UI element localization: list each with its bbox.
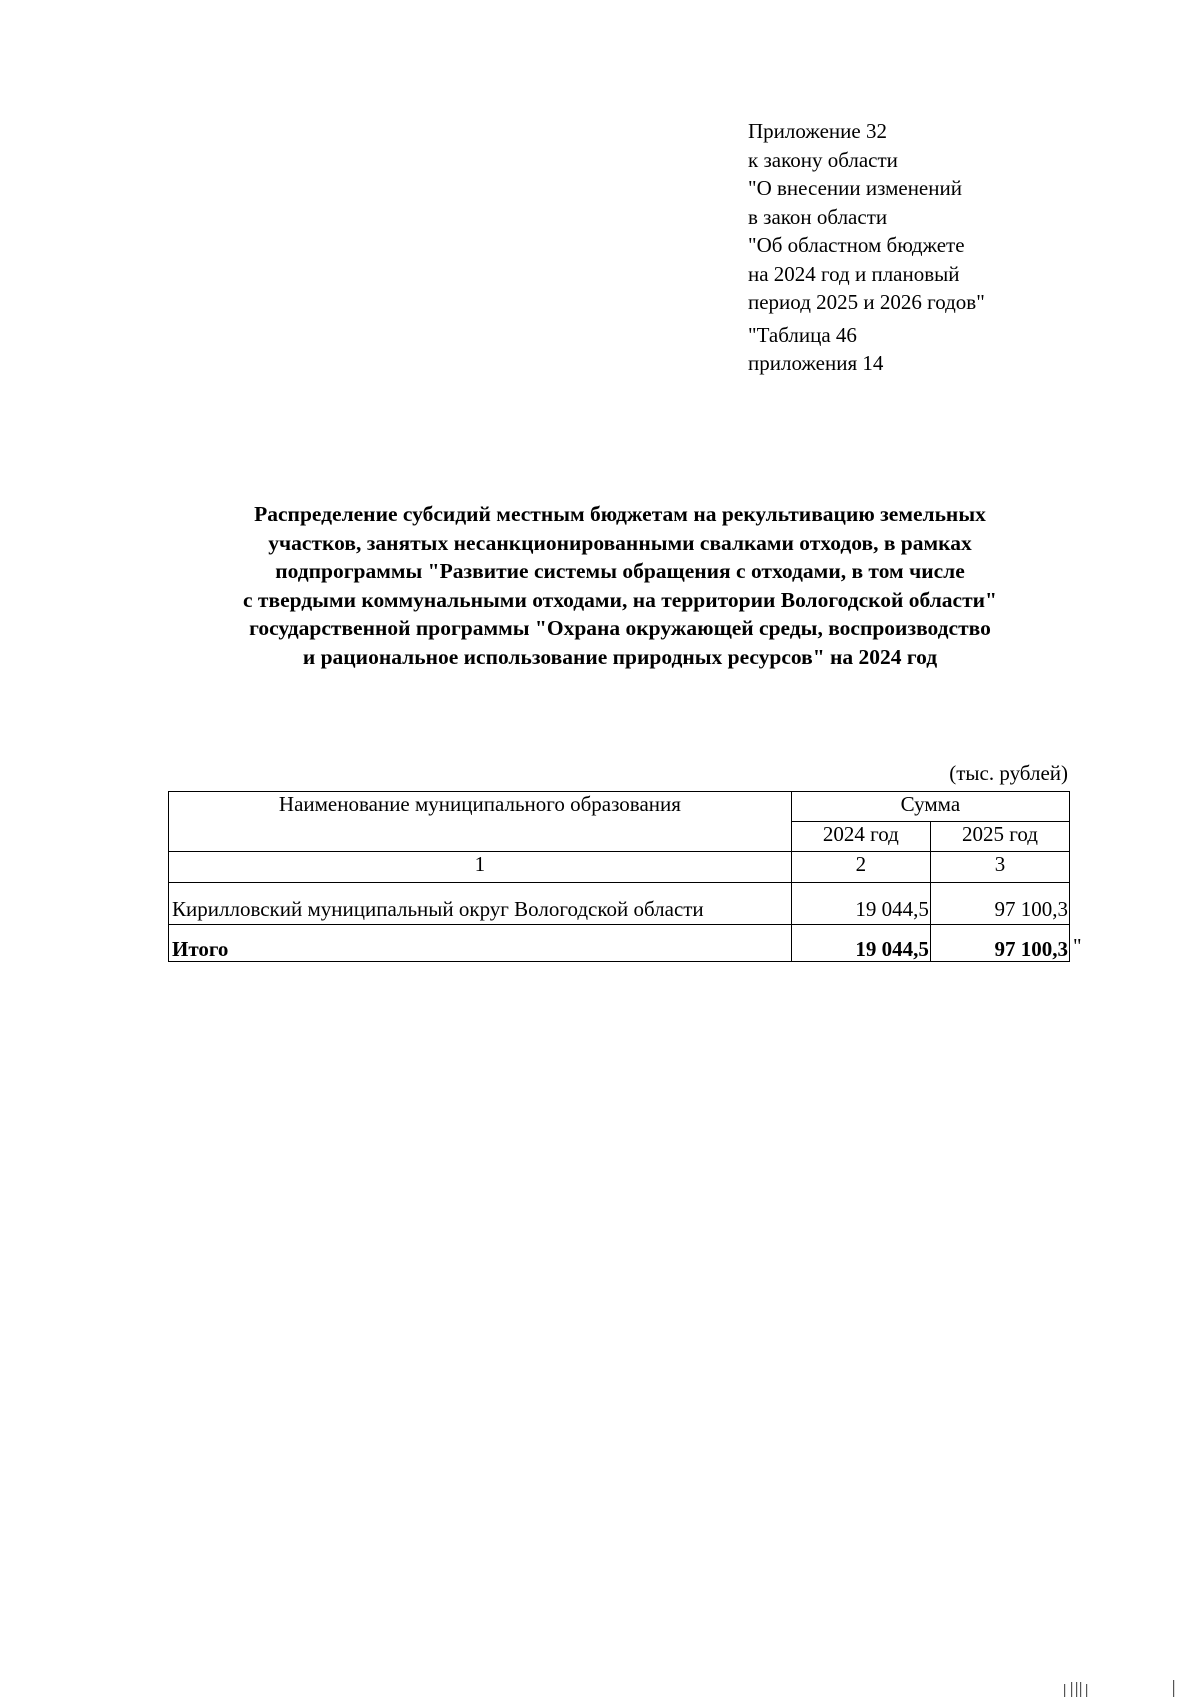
total-2024: 19 044,5 (791, 925, 930, 962)
table-reference-line: приложения 14 (748, 351, 884, 375)
column-number-row (169, 852, 1070, 883)
title-line: с твердыми коммунальными отходами, на территории Вологодской области" (243, 587, 997, 612)
header-year-2024: 2024 год (791, 822, 930, 852)
title-line: участков, занятых несанкционированными свалками отходов, в рамках (268, 530, 972, 555)
table-reference-line: "Таблица 46 (748, 322, 857, 347)
header-sum: Сумма (791, 792, 1069, 822)
total-row (169, 925, 1070, 962)
amount-2024: 19 044,5 (791, 883, 930, 925)
appendix-line: Приложение 32 (748, 119, 887, 143)
appendix-header (748, 117, 1108, 378)
column-number: 1 (169, 852, 792, 883)
appendix-line: на 2024 год и плановый (748, 261, 960, 286)
table-header-row (169, 792, 1070, 822)
amount-2025: 97 100,3 (930, 883, 1069, 925)
scan-margin-marks (1062, 1680, 1182, 1697)
header-municipality: Наименование муниципального образования (169, 792, 792, 852)
header-year-2025: 2025 год (930, 822, 1069, 852)
document-title (180, 500, 1060, 671)
appendix-line: период 2025 и 2026 годов" (748, 290, 985, 314)
title-line: и рациональное использование природных ресурсов" на 2024 год (302, 644, 938, 669)
appendix-line: "О внесении изменений (748, 176, 962, 200)
appendix-line: "Об областном бюджете (748, 233, 965, 257)
title-line: государственной программы "Охрана окружающей среды, воспроизводство (249, 616, 991, 640)
title-line: Распределение субсидий местным бюджетам на рекультивацию земельных (254, 502, 986, 526)
subsidy-table (168, 791, 1070, 962)
appendix-line: к закону области (748, 147, 898, 172)
appendix-line: в закон области (748, 204, 888, 229)
column-number: 3 (930, 852, 1069, 883)
title-line: подпрограммы "Развитие системы обращения с отходами, в том числе (275, 559, 965, 583)
total-label: Итого (169, 925, 792, 962)
table-row (169, 883, 1070, 925)
municipality-name: Кирилловский муниципальный округ Вологодской области (169, 883, 792, 925)
total-2025: 97 100,3 (930, 925, 1069, 962)
units-label: (тыс. рублей) (949, 761, 1068, 785)
closing-quote: " (1073, 934, 1082, 958)
column-number: 2 (791, 852, 930, 883)
